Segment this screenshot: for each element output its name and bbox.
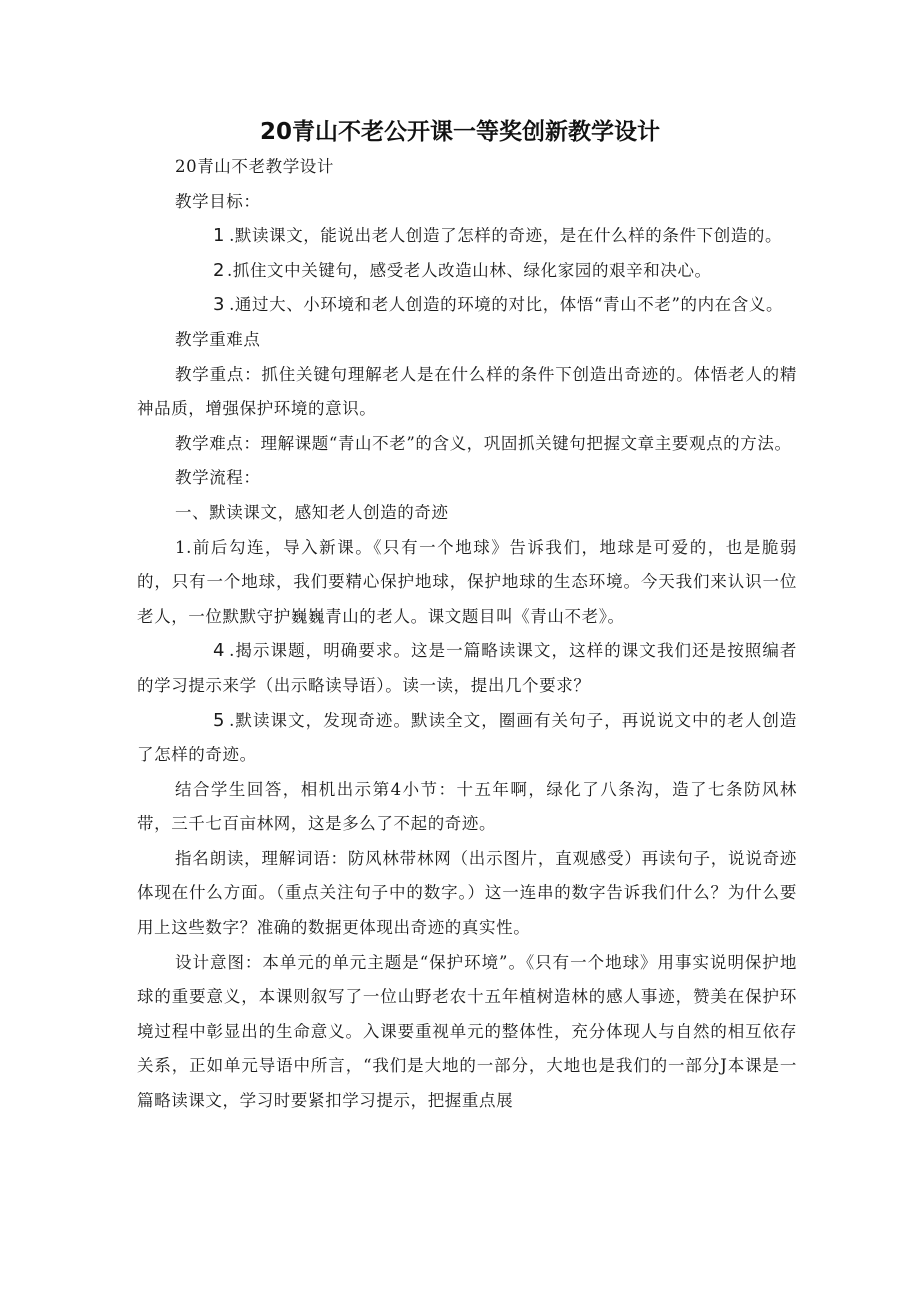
step-text: .默读课文，发现奇迹。默读全文，圈画有关句子，再说说文中的老人创造了怎样的奇迹。 — [137, 710, 797, 765]
step-paragraph-5 — [137, 704, 797, 773]
step-paragraph-4 — [137, 634, 797, 703]
document-title: 20青山不老公开课一等奖创新教学设计 — [259, 119, 660, 145]
objective-item-1 — [137, 219, 797, 254]
objectives-heading: 教学目标： — [175, 191, 261, 211]
reading-paragraph: 指名朗读，理解词语：防风林带林网（出示图片，直观感受）再读句子，说说奇迹体现在什么方面。（重点关注句子中的数字。）这一连串的数字告诉我们什么？为什么要用上这些数字？准确的数据更体现出奇迹的真实性。 — [137, 848, 797, 938]
process-heading: 教学流程： — [175, 468, 261, 488]
step-text: .揭示课题，明确要求。这是一篇略读课文，这样的课文我们还是按照编者的学习提示来学（出示略读导语）。读一读，提出几个要求？ — [137, 641, 797, 695]
objective-number: 3 — [213, 294, 226, 316]
objective-number: 1 — [213, 225, 226, 247]
objective-text: .通过大、小环境和老人创造的环境的对比，体悟“青山不老”的内在含义。 — [229, 295, 784, 315]
key-points-heading: 教学重难点 — [175, 329, 261, 349]
objective-item-3 — [137, 288, 797, 323]
lesson-subtitle: 20青山不老教学设计 — [175, 157, 334, 176]
document-body — [137, 150, 797, 1119]
objective-item-2 — [137, 254, 797, 289]
objective-text: .默读课文，能说出老人创造了怎样的奇迹，是在什么样的条件下创造的。 — [229, 226, 783, 246]
key-point-paragraph: 教学重点：抓住关键句理解老人是在什么样的条件下创造出奇迹的。体悟老人的精神品质，增强保护环境的意识。 — [137, 364, 797, 419]
objective-text: .抓住文中关键句，感受老人改造山林、绿化家园的艰辛和决心。 — [227, 260, 712, 280]
design-intent-paragraph: 设计意图：本单元的单元主题是“保护环境”。《只有一个地球》用事实说明保护地球的重要意义，本课则叙写了一位山野老农十五年植树造林的感人事迹，赞美在保护环境过程中彰显出的生命意义。入课要重视单元的整体性，充分体现人与自然的相互依存关系，正如单元导语中所言，“我们是大地的一部分，大地也是我们的一部分J本课是一篇略读课文，学习时要紧扣学习提示，把握重点展 — [137, 952, 797, 1111]
step-paragraph-1: 1.前后勾连，导入新课。《只有一个地球》告诉我们，地球是可爱的，也是脆弱的，只有一个地球，我们要精心保护地球，保护地球的生态环境。今天我们来认识一位老人，一位默默守护巍巍青山的老人。课文题目叫《青山不老》。 — [137, 537, 797, 626]
difficult-point-paragraph: 教学难点：理解课题“青山不老”的含义，巩固抓关键句把握文章主要观点的方法。 — [175, 433, 792, 453]
combine-paragraph: 结合学生回答，相机出示第4小节：十五年啊，绿化了八条沟，造了七条防风林带，三千七百亩林网，这是多么了不起的奇迹。 — [137, 779, 797, 834]
objective-number: 2 — [213, 259, 226, 281]
step-number: 5 — [213, 709, 226, 731]
section-heading-1: 一、默读课文，感知老人创造的奇迹 — [175, 502, 449, 522]
step-number: 4 — [213, 640, 226, 662]
